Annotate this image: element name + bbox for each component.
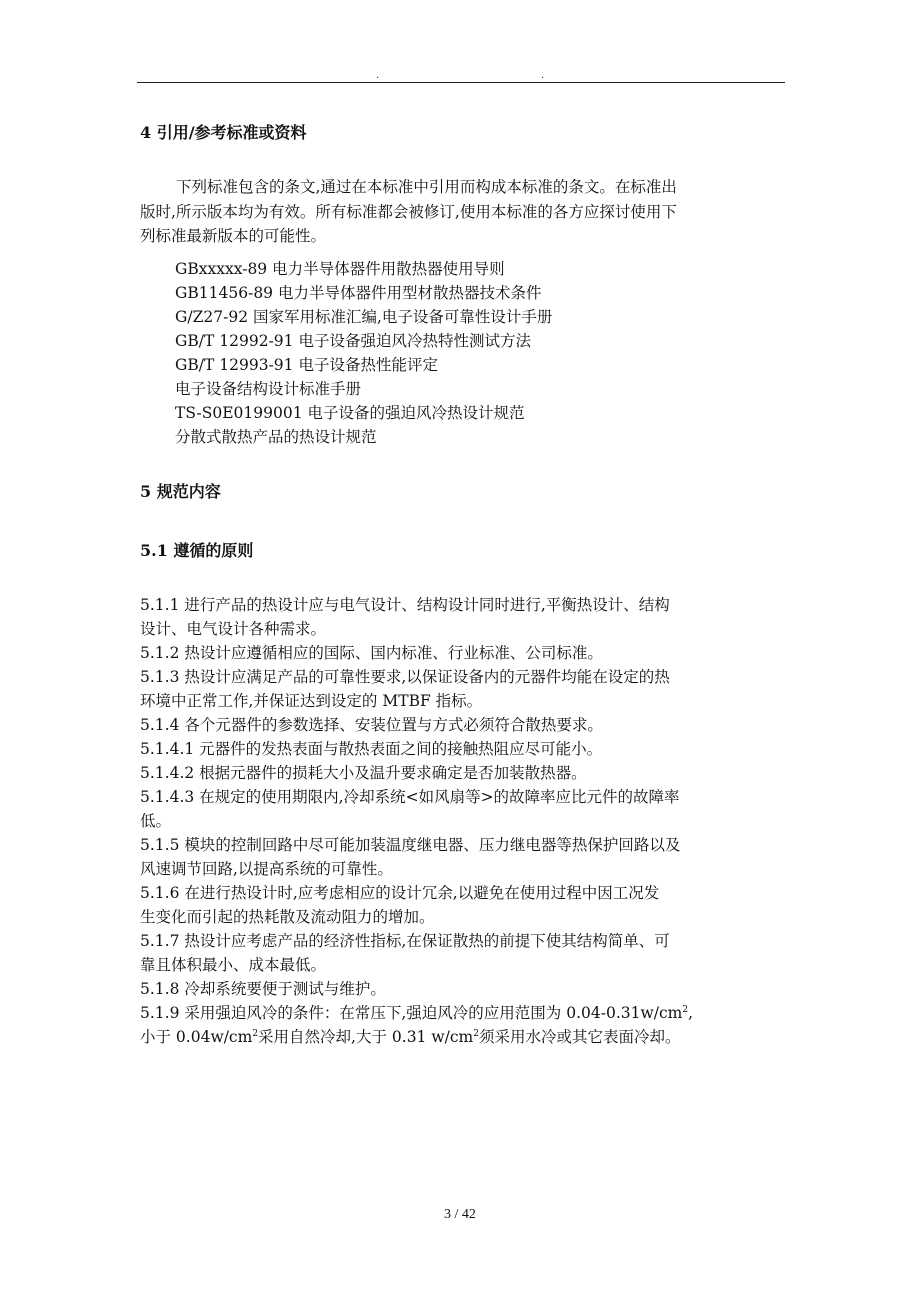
reference-item: GB11456-89 电力半导体器件用型材散热器技术条件 — [175, 284, 542, 302]
intro-line-3: 列标准最新版本的可能性。 — [140, 227, 327, 245]
body-line: 5.1.5 模块的控制回路中尽可能加装温度继电器、压力继电器等热保护回路以及 — [140, 836, 681, 854]
body-line: 低。 — [140, 812, 172, 830]
header-dot-left: . — [376, 70, 380, 81]
body-line: 5.1.8 冷却系统要便于测试与维护。 — [140, 980, 386, 998]
body-line: 5.1.7 热设计应考虑产品的经济性指标,在保证散热的前提下使其结构简单、可 — [140, 932, 670, 950]
intro-line-2: 版时,所示版本均为有效。所有标准都会被修订,使用本标准的各方应探讨使用下 — [140, 203, 677, 221]
section-5-heading: 5 规范内容 — [140, 482, 221, 501]
body-line: 5.1.4 各个元器件的参数选择、安装位置与方式必须符合散热要求。 — [140, 716, 603, 734]
page-number: 3 / 42 — [444, 1207, 476, 1222]
superscript: 2 — [473, 1029, 479, 1039]
body-line: 5.1.1 进行产品的热设计应与电气设计、结构设计同时进行,平衡热设计、结构 — [140, 596, 670, 614]
line-519a-text: 5.1.9 采用强迫风冷的条件：在常压下,强迫风冷的应用范围为 0.04-0.31w/cm — [140, 1004, 683, 1022]
reference-item: TS-S0E0199001 电子设备的强迫风冷热设计规范 — [175, 404, 525, 422]
reference-item: G/Z27-92 国家军用标准汇编,电子设备可靠性设计手册 — [175, 308, 553, 326]
body-line: 生变化而引起的热耗散及流动阻力的增加。 — [140, 908, 435, 926]
reference-item: 电子设备结构设计标准手册 — [175, 380, 362, 398]
superscript: 2 — [682, 1005, 689, 1015]
reference-item: GB/T 12993-91 电子设备热性能评定 — [175, 356, 438, 374]
body-line-519b — [140, 1026, 680, 1048]
body-line: 5.1.6 在进行热设计时,应考虑相应的设计冗余,以避免在使用过程中因工况发 — [140, 884, 660, 902]
section-5-1-heading: 5.1 遵循的原则 — [140, 541, 254, 560]
reference-item: 分散式散热产品的热设计规范 — [175, 428, 377, 446]
intro-line-1: 下列标准包含的条文,通过在本标准中引用而构成本标准的条文。在标准出 — [176, 178, 677, 196]
body-line: 环境中正常工作,并保证达到设定的 MTBF 指标。 — [140, 692, 483, 710]
line-519b-part3: 须采用水冷或其它表面冷却。 — [478, 1028, 681, 1046]
body-line: 风速调节回路,以提高系统的可靠性。 — [140, 860, 393, 878]
superscript: 2 — [252, 1029, 259, 1039]
reference-item: GBxxxxx-89 电力半导体器件用散热器使用导则 — [175, 260, 505, 278]
body-line: 5.1.4.2 根据元器件的损耗大小及温升要求确定是否加装散热器。 — [140, 764, 587, 782]
header-dot-right: . — [541, 70, 545, 81]
line-519a-tail: , — [688, 1004, 694, 1022]
body-line: 靠且体积最小、成本最低。 — [140, 956, 327, 974]
body-line: 设计、电气设计各种需求。 — [140, 620, 327, 638]
line-519b-part1: 小于 0.04w/cm — [140, 1028, 253, 1046]
section-4-heading: 4 引用/参考标准或资料 — [140, 123, 307, 142]
reference-item: GB/T 12992-91 电子设备强迫风冷热特性测试方法 — [175, 332, 531, 350]
body-line: 5.1.4.3 在规定的使用期限内,冷却系统<如风扇等>的故障率应比元件的故障率 — [140, 788, 680, 806]
body-line: 5.1.3 热设计应满足产品的可靠性要求,以保证设备内的元器件均能在设定的热 — [140, 668, 670, 686]
body-line: 5.1.2 热设计应遵循相应的国际、国内标准、行业标准、公司标准。 — [140, 644, 603, 662]
line-519b-part2: 采用自然冷却,大于 0.31 w/cm — [258, 1028, 474, 1046]
body-line-519a — [140, 1002, 693, 1024]
header-rule — [137, 82, 785, 83]
body-line: 5.1.4.1 元器件的发热表面与散热表面之间的接触热阻应尽可能小。 — [140, 740, 603, 758]
